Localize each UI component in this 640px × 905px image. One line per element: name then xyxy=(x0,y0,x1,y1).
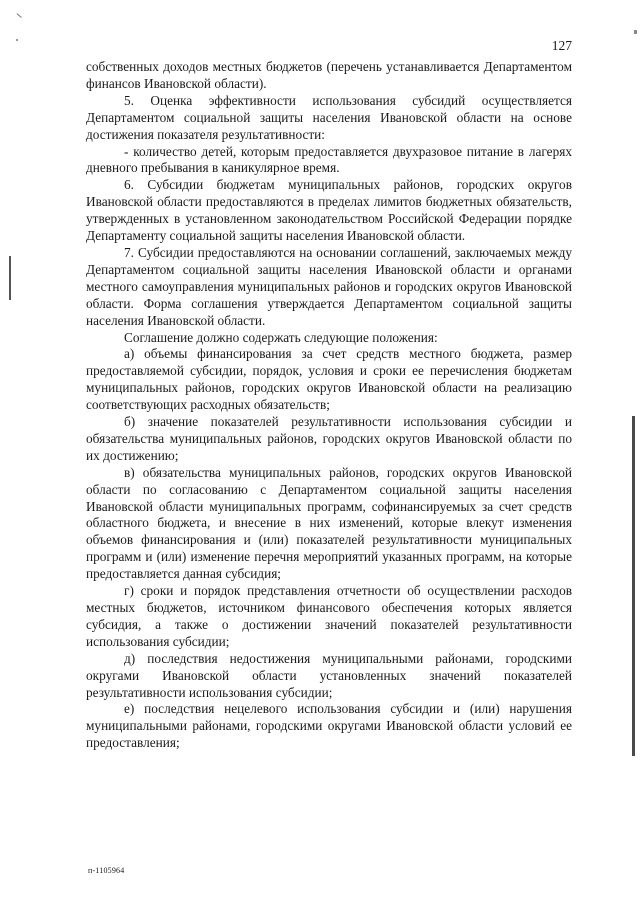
paragraph: а) объемы финансирования за счет средств местного бюджета, размер предоставляемой субсидии, порядок, условия и сроки ее перечисления бюджетам муниципальных районов, городских округов Ивановской области на реализацию соответствующих расходных обязательств; xyxy=(86,346,572,413)
paragraph: в) обязательства муниципальных районов, городских округов Ивановской области по согласованию с Департаментом социальной защиты населения Ивановской области муниципальных программ, софинансируемых за счет средств областного бюджета, и внесение в них изменений, которые влекут изменения объемов финансирования и (или) показателей результативности муниципальных программ и (или) изменение перечня мероприятий указанных программ, на которые предоставляется данная субсидия; xyxy=(86,464,572,582)
paragraph: собственных доходов местных бюджетов (перечень устанавливается Департаментом финансов Ивановской области). xyxy=(86,59,572,91)
scan-margin-line xyxy=(9,256,11,300)
document-body xyxy=(86,59,572,752)
scan-margin-line xyxy=(632,416,635,756)
document-code: п-1105964 xyxy=(88,866,125,875)
paragraph: г) сроки и порядок представления отчетности об осуществлении расходов местных бюджетов, источником финансового обеспечения которых является субсидия, а также о достижении значений показателей результативности использования субсидии; xyxy=(86,583,572,649)
scan-mark xyxy=(634,30,637,34)
scan-mark xyxy=(16,13,21,18)
page-number: 127 xyxy=(551,38,572,53)
paragraph: 7. Субсидии предоставляются на основании соглашений, заключаемых между Департаментом социальной защиты населения Ивановской области и органами местного самоуправления муниципальных районов и городских округов Ивановской области. Форма соглашения утверждается Департаментом социальной защиты населения Ивановской области. xyxy=(86,244,572,328)
scan-mark xyxy=(16,39,18,41)
paragraph: Соглашение должно содержать следующие положения: xyxy=(124,329,438,345)
paragraph: 5. Оценка эффективности использования субсидий осуществляется Департаментом социальной защиты населения Ивановской области на основе достижения показателя результативности: xyxy=(86,92,572,142)
paragraph: д) последствия недостижения муниципальными районами, городскими округами Ивановской области установленных значений показателей результативности использования субсидии; xyxy=(86,650,572,700)
paragraph: б) значение показателей результативности использования субсидии и обязательства муниципальных районов, городских округов Ивановской области по их достижению; xyxy=(86,414,572,463)
paragraph: е) последствия нецелевого использования субсидии и (или) нарушения муниципальными районами, городскими округами Ивановской области условий ее предоставления; xyxy=(86,701,572,751)
paragraph: - количество детей, которым предоставляется двухразовое питание в лагерях дневного пребывания в каникулярное время. xyxy=(86,143,572,176)
paragraph: 6. Субсидии бюджетам муниципальных районов, городских округов Ивановской области предоставляются в пределах лимитов бюджетных обязательств, утвержденных в установленном законодательством Российской Федерации порядке Департаменту социальной защиты населения Ивановской области. xyxy=(86,177,572,244)
